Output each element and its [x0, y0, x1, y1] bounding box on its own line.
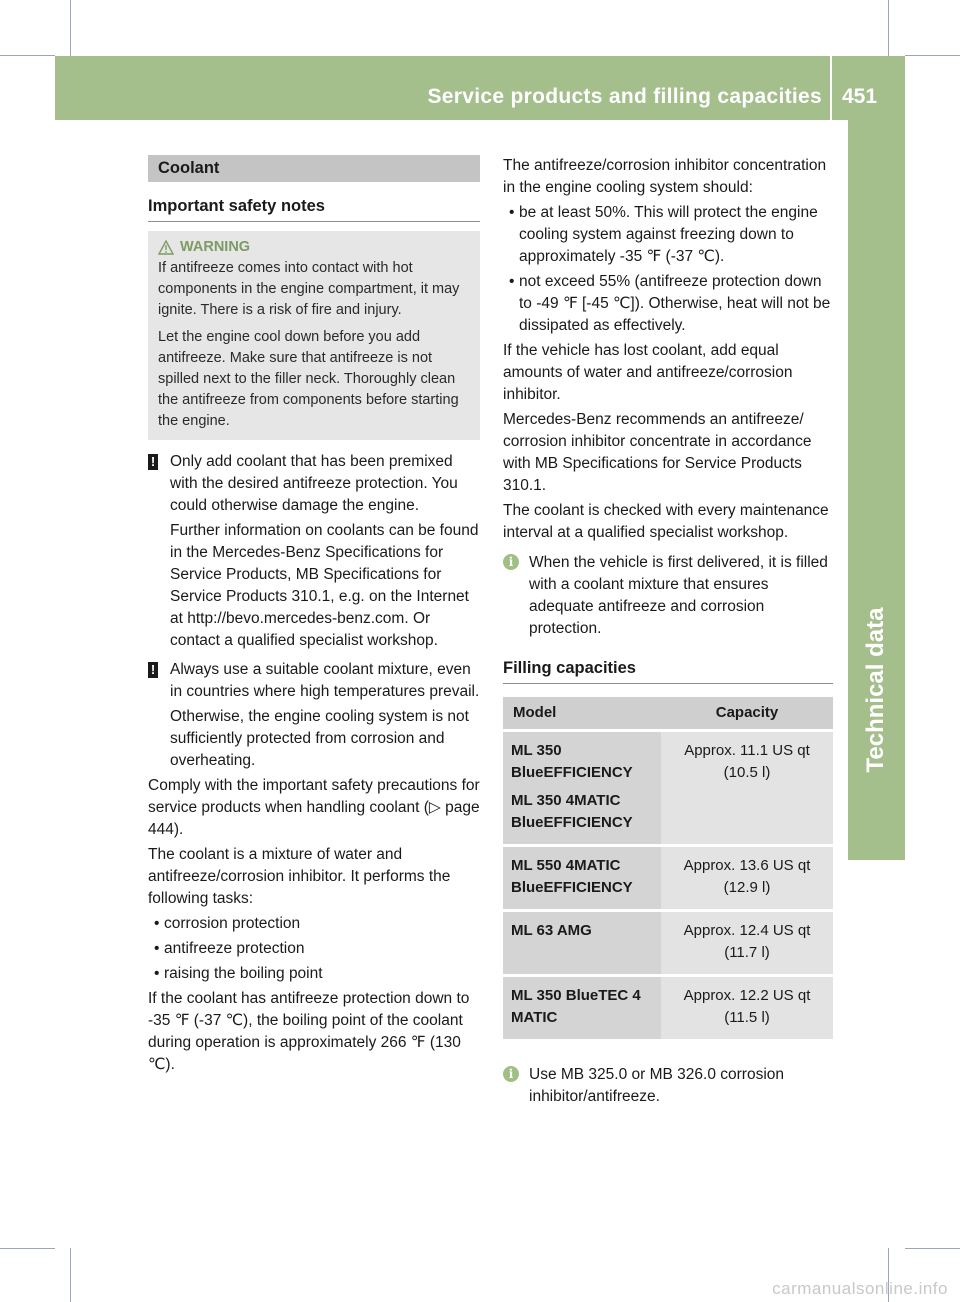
- capacity-value: Approx. 12.2 US qt: [683, 987, 811, 1004]
- capacity-cell: [661, 732, 833, 844]
- info-icon: i: [503, 1066, 519, 1082]
- capacity-metric: (11.7 l): [724, 944, 770, 961]
- body-paragraph: If the coolant has antifreeze protection down to -35 ℉ (-37 ℃), the boiling point of the coolant during operation is approximately 266 ℉ (130 ℃).: [148, 990, 470, 1073]
- crop-mark: [905, 55, 960, 56]
- model-name: ML 350 BlueEFFICIENCY: [511, 742, 633, 781]
- body-paragraph: The coolant is a mixture of water and antifreeze/corrosion inhibitor. It performs the following tasks:: [148, 846, 451, 907]
- model-cell: ML 350 BlueTEC 4 MATIC: [503, 977, 661, 1039]
- info-text: Use MB 325.0 or MB 326.0 corrosion inhibitor/antifreeze.: [529, 1066, 785, 1105]
- capacity-value: Approx. 12.4 US qt: [683, 922, 811, 939]
- right-column: [503, 155, 833, 1108]
- info-note: [503, 552, 833, 640]
- capacity-cell: [661, 847, 833, 909]
- info-text: When the vehicle is first delivered, it is filled with a coolant mixture that ensures adequate antifreeze and corrosion protection.: [529, 554, 828, 637]
- list-item: • not exceed 55% (antifreeze protection down to -49 ℉ [-45 ℃]). Otherwise, heat will not be dissipated as effectively.: [503, 271, 833, 337]
- subheading: Important safety notes: [148, 195, 480, 222]
- warning-text: Let the engine cool down before you add antifreeze. Make sure that antifreeze is not spilled next to the filler neck. Thoroughly clean the antifreeze from components before starting the engine.: [158, 329, 459, 429]
- page-header-title: Service products and filling capacities: [427, 85, 822, 108]
- crop-mark: [70, 1248, 71, 1302]
- exclamation-icon: !: [148, 662, 158, 678]
- crop-mark: [0, 55, 55, 56]
- table-header-row: [503, 697, 833, 729]
- list-item: • corrosion protection: [148, 913, 480, 935]
- warning-triangle-icon: [158, 240, 174, 255]
- capacity-value: Approx. 11.1 US qt: [684, 742, 810, 759]
- warning-box: [148, 231, 480, 440]
- note-text: Further information on coolants can be found in the Mercedes-Benz Specifications for Service Products, MB Specifications for Service Products 310.1, e.g. on the Internet at http://bevo.mercedes-benz.com. Or contact a qualified specialist workshop.: [170, 522, 479, 649]
- caution-note: [148, 451, 480, 652]
- section-side-label: Technical data: [862, 607, 889, 773]
- warning-text: If antifreeze comes into contact with hot components in the engine compartment, it may ignite. There is a risk of fire and injury.: [158, 260, 460, 318]
- capacity-value: Approx. 13.6 US qt: [683, 857, 811, 874]
- body-paragraph: If the vehicle has lost coolant, add equal amounts of water and antifreeze/corrosion inhibitor.: [503, 342, 793, 403]
- model-name: ML 350 4MATIC BlueEFFICIENCY: [511, 792, 633, 831]
- body-paragraph: Mercedes-Benz recommends an antifreeze/ corrosion inhibitor concentrate in accordance with MB Specifications for Service Products 310.1.: [503, 411, 812, 494]
- body-paragraph: The coolant is checked with every maintenance interval at a qualified specialist workshop.: [503, 502, 829, 541]
- left-column: [148, 155, 480, 1076]
- model-cell: ML 550 4MATIC BlueEFFICIENCY: [503, 847, 661, 909]
- caution-note: [148, 659, 480, 772]
- column-header-capacity: Capacity: [661, 697, 833, 729]
- model-cell: [503, 732, 661, 844]
- exclamation-icon: !: [148, 454, 158, 470]
- table-row: [503, 977, 833, 1039]
- body-paragraph: The antifreeze/corrosion inhibitor concentration in the engine cooling system should:: [503, 157, 827, 196]
- condition-list: [503, 202, 833, 337]
- table-row: [503, 847, 833, 909]
- table-row: [503, 912, 833, 974]
- note-text: Otherwise, the engine cooling system is not sufficiently protected from corrosion and overheating.: [170, 708, 469, 769]
- page-reference-link[interactable]: (▷ page 444).: [148, 799, 480, 838]
- capacity-cell: [661, 977, 833, 1039]
- info-icon: i: [503, 554, 519, 570]
- section-banner: Coolant: [148, 155, 480, 182]
- warning-title: [158, 237, 470, 258]
- list-item: • antifreeze protection: [148, 938, 480, 960]
- column-header-model: Model: [503, 697, 661, 729]
- info-note: [503, 1064, 833, 1108]
- crop-mark: [888, 0, 889, 56]
- capacity-metric: (10.5 l): [723, 764, 771, 781]
- capacity-table: [503, 694, 833, 1042]
- capacity-metric: (11.5 l): [724, 1009, 770, 1026]
- list-item: • be at least 50%. This will protect the engine cooling system against freezing down to approximately -35 ℉ (-37 ℃).: [503, 202, 833, 268]
- capacity-metric: (12.9 l): [723, 879, 771, 896]
- body-text: Comply with the important safety precautions for service products when handling coolant: [148, 777, 480, 816]
- capacity-cell: [661, 912, 833, 974]
- crop-mark: [0, 1248, 55, 1249]
- model-cell: ML 63 AMG: [503, 912, 661, 974]
- watermark: carmanualsonline.info: [772, 1279, 948, 1298]
- note-text: Only add coolant that has been premixed with the desired antifreeze protection. You could otherwise damage the engine.: [170, 453, 458, 514]
- task-list: [148, 913, 480, 985]
- list-item: • raising the boiling point: [148, 963, 480, 985]
- note-text: Always use a suitable coolant mixture, even in countries where high temperatures prevail.: [170, 661, 480, 700]
- warning-label: WARNING: [180, 239, 251, 255]
- crop-mark: [70, 0, 71, 56]
- header-divider: [830, 56, 832, 120]
- table-row: [503, 732, 833, 844]
- filling-capacities-heading: Filling capacities: [503, 657, 833, 684]
- body-paragraph: [148, 775, 480, 841]
- page-number: 451: [842, 85, 878, 108]
- crop-mark: [905, 1248, 960, 1249]
